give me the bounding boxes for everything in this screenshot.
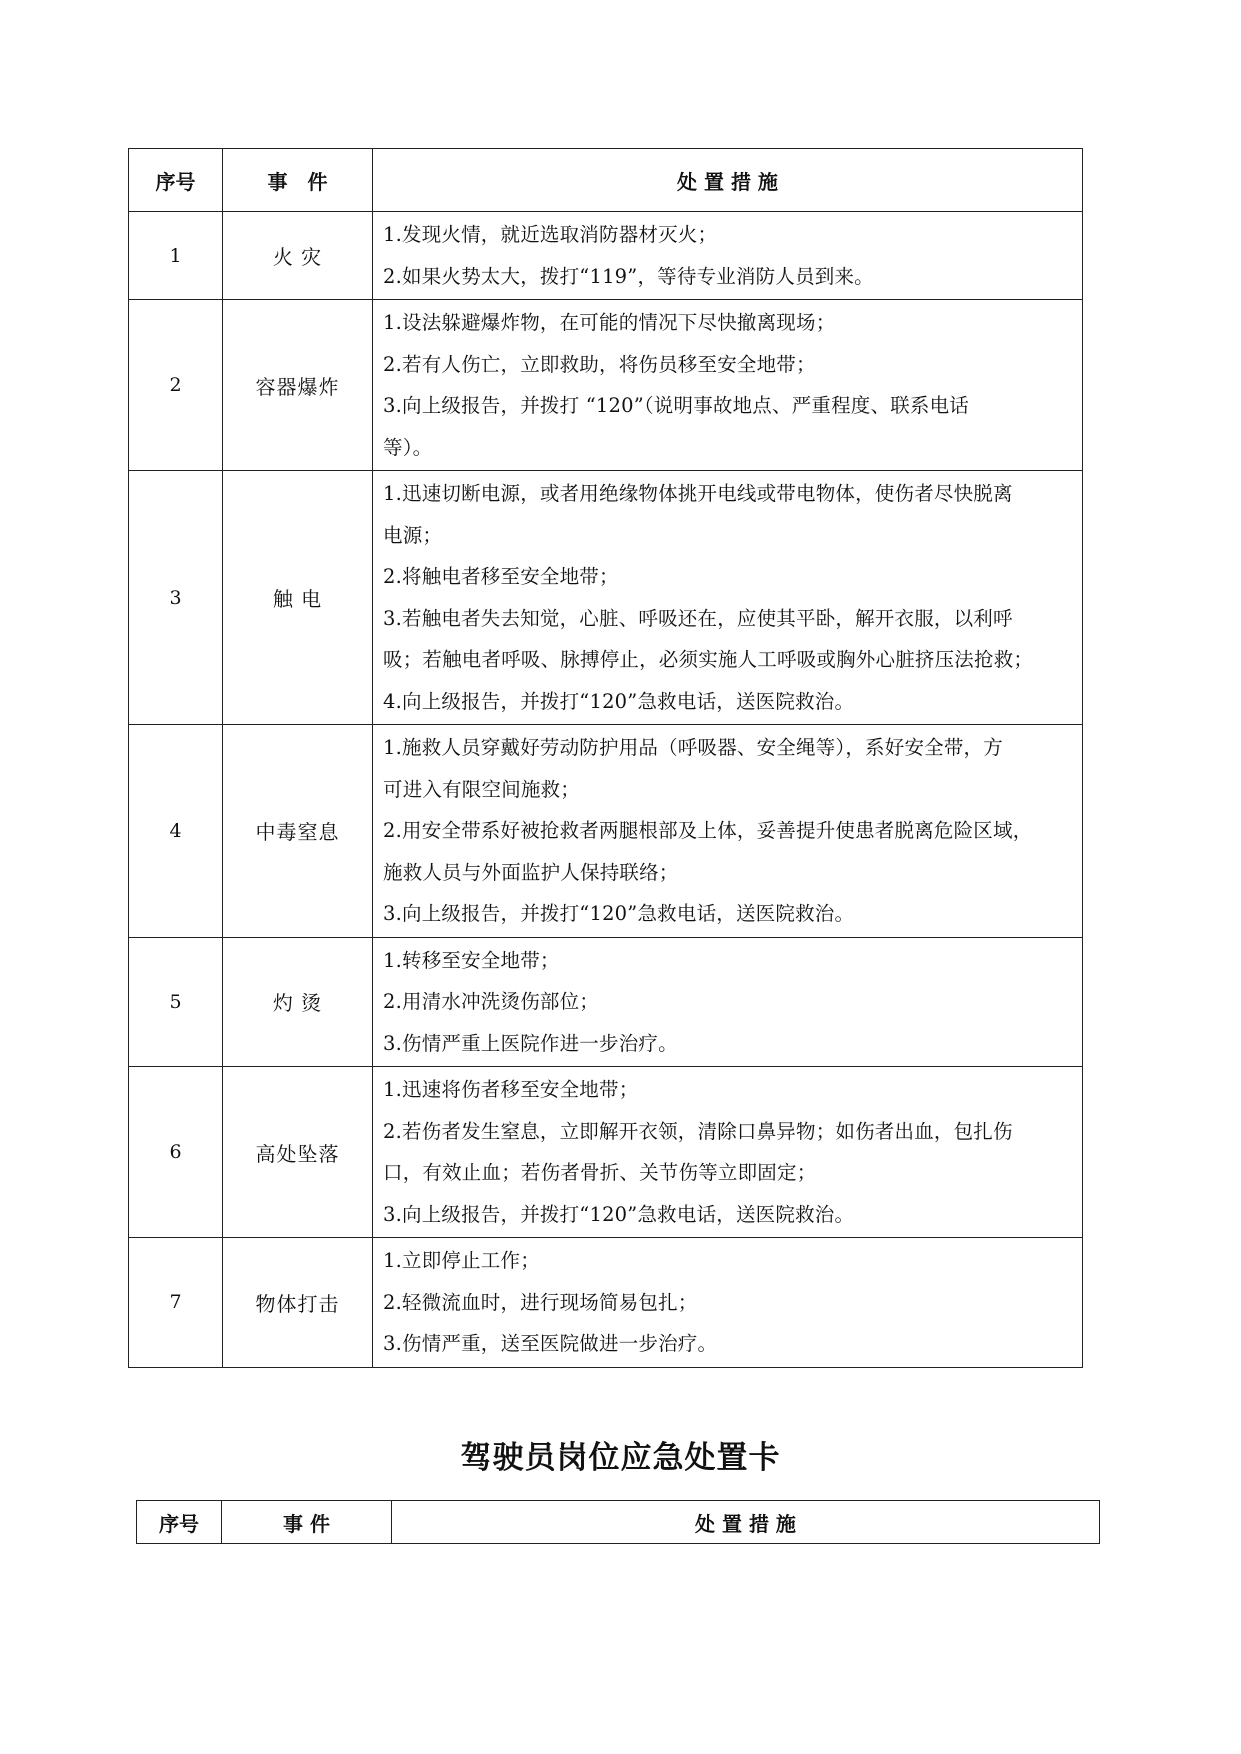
measure-line: 1.迅速切断电源，或者用绝缘物体挑开电线或带电物体，使伤者尽快脱离	[383, 482, 1013, 505]
row-number: 3	[129, 471, 223, 725]
measure-line: 2.用安全带系好被抢救者两腿根部及上体，妥善提升使患者脱离危险区域，	[383, 819, 1033, 842]
event-label: 灼 烫	[272, 991, 323, 1016]
row-measures	[373, 937, 1083, 1067]
row-event	[223, 1238, 373, 1368]
row-number: 2	[129, 300, 223, 471]
row-measures	[373, 471, 1083, 725]
measure-line: 口，有效止血；若伤者骨折、关节伤等立即固定；	[383, 1161, 817, 1184]
card-header-row	[137, 1501, 1100, 1544]
measure-line: 2.如果火势太大，拨打“119”，等待专业消防人员到来。	[383, 264, 874, 288]
measure-line: 1.迅速将伤者移至安全地带；	[383, 1078, 639, 1101]
table-row	[129, 937, 1083, 1067]
table-row	[129, 1238, 1083, 1368]
row-number: 1	[129, 212, 223, 300]
emergency-measures-table	[128, 148, 1083, 1368]
measure-line: 3.伤情严重，送至医院做进一步治疗。	[383, 1332, 718, 1355]
event-label: 触 电	[272, 587, 323, 611]
table-row	[129, 212, 1083, 300]
measure-line: 3.向上级报告，并拨打 “120”（说明事故地点、严重程度、联系电话	[383, 394, 970, 417]
measure-line: 电源；	[383, 523, 443, 547]
measure-line: 1.设法躲避爆炸物，在可能的情况下尽快撤离现场；	[383, 311, 836, 334]
table-row	[129, 725, 1083, 938]
measure-line: 施救人员与外面监护人保持联络；	[383, 860, 679, 884]
row-number: 4	[129, 725, 223, 938]
card-title: 驾驶员岗位应急处置卡	[460, 1440, 781, 1476]
event-label: 中毒窒息	[255, 820, 340, 845]
driver-card-table	[136, 1500, 1100, 1544]
measure-line: 4.向上级报告，并拨打“120”急救电话，送医院救治。	[383, 689, 855, 713]
row-event	[223, 937, 373, 1067]
measure-line: 1.发现火情，就近选取消防器材灭火；	[383, 223, 718, 246]
measure-line: 3.向上级报告，并拨打“120”急救电话，送医院救治。	[383, 1202, 855, 1226]
measure-line: 1.转移至安全地带；	[383, 948, 560, 972]
measure-line: 2.用清水冲洗烫伤部位；	[383, 990, 600, 1013]
header-number: 序号	[129, 149, 223, 212]
table-row	[129, 1067, 1083, 1238]
event-label: 火 灾	[272, 245, 323, 269]
measure-line: 吸；若触电者呼吸、脉搏停止，必须实施人工呼吸或胸外心脏挤压法抢救；	[383, 648, 1034, 671]
table-row	[129, 471, 1083, 725]
row-number: 5	[129, 937, 223, 1067]
measure-line: 可进入有限空间施救；	[383, 777, 581, 801]
row-number: 6	[129, 1067, 223, 1238]
row-event	[223, 300, 373, 471]
row-measures	[373, 1238, 1083, 1368]
measure-line: 1.立即停止工作；	[383, 1249, 540, 1272]
measure-line: 1.施救人员穿戴好劳动防护用品（呼吸器、安全绳等），系好安全带，方	[383, 736, 1003, 759]
row-measures	[373, 1067, 1083, 1238]
measure-line: 3.若触电者失去知觉，心脏、呼吸还在，应使其平卧，解开衣服，以利呼	[383, 606, 1013, 630]
table-row	[129, 300, 1083, 471]
measure-line: 2.若有人伤亡，立即救助，将伤员移至安全地带；	[383, 352, 816, 376]
measure-line: 3.伤情严重上医院作进一步治疗。	[383, 1031, 678, 1055]
table-header-row	[129, 149, 1083, 212]
event-label: 物体打击	[255, 1291, 340, 1316]
card-header-event: 事 件	[222, 1501, 392, 1544]
measure-line: 3.向上级报告，并拨打“120”急救电话，送医院救治。	[383, 902, 855, 925]
row-event	[223, 471, 373, 725]
row-number: 7	[129, 1238, 223, 1368]
measure-line: 等）。	[383, 435, 433, 459]
measure-line: 2.若伤者发生窒息，立即解开衣领，清除口鼻异物；如伤者出血，包扎伤	[383, 1119, 1013, 1143]
card-header-measures: 处 置 措 施	[392, 1501, 1100, 1544]
header-event: 事 件	[223, 149, 373, 212]
row-measures	[373, 725, 1083, 938]
measure-line: 2.将触电者移至安全地带；	[383, 565, 619, 588]
row-measures	[373, 212, 1083, 300]
row-event	[223, 725, 373, 938]
measure-line: 2.轻微流血时，进行现场简易包扎；	[383, 1290, 698, 1314]
event-label: 容器爆炸	[255, 374, 340, 399]
row-event	[223, 1067, 373, 1238]
event-label: 高处坠落	[255, 1141, 340, 1166]
card-header-number: 序号	[137, 1501, 222, 1544]
row-measures	[373, 300, 1083, 471]
row-event	[223, 212, 373, 300]
header-measures: 处 置 措 施	[373, 149, 1083, 212]
